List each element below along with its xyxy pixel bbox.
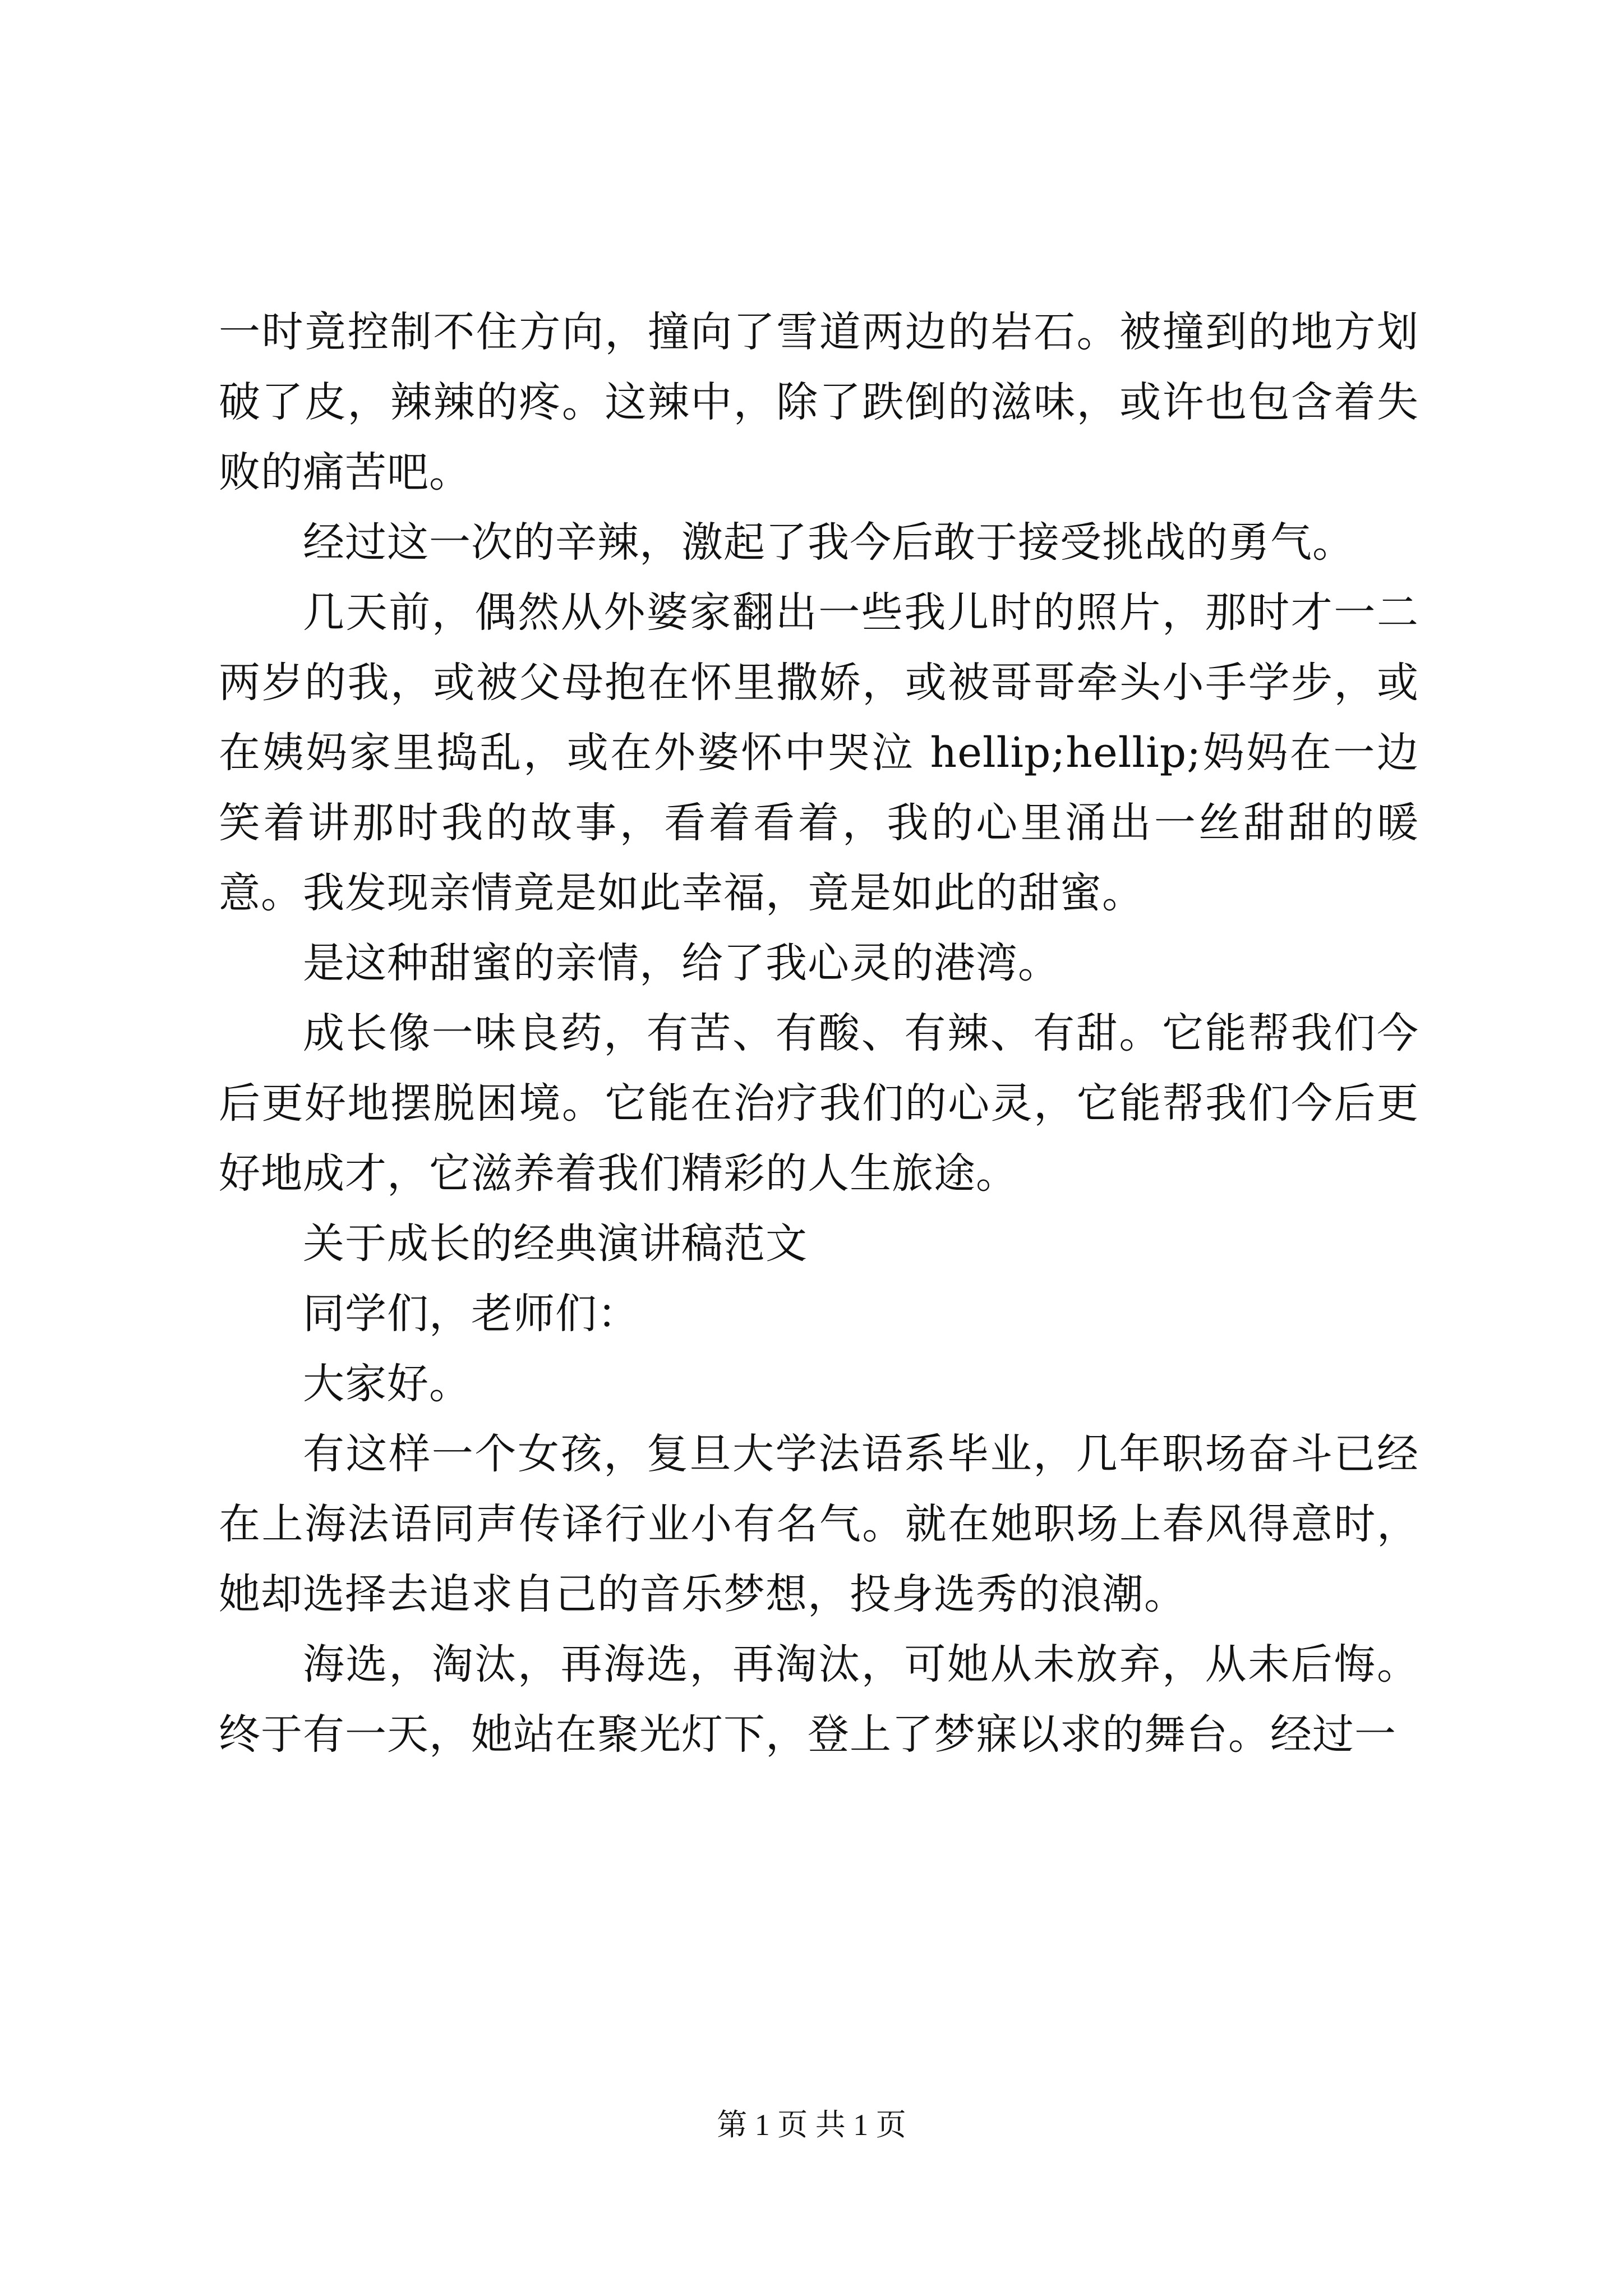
salutation: 同学们，老师们： xyxy=(303,1290,639,1338)
paragraph-3: 几天前，偶然从外婆家翻出一些我儿时的照片，那时才一二两岁的我，或被父母抱在怀里撒娇，或被哥哥牵头小手学步，或在姨妈家里捣乱，或在外婆怀中哭泣 hellip;hellip;妈妈在一边笑着讲那时我的故事，看着看着，我的心里涌出一丝甜甜的暖意。我发现亲情竟是如此幸福，竟是如此的甜蜜。 xyxy=(219,588,1419,917)
paragraph-9: 有这样一个女孩，复旦大学法语系毕业，几年职场奋斗已经在上海法语同声传译行业小有名气。就在她职场上春风得意时，她却选择去追求自己的音乐梦想，投身选秀的浪潮。 xyxy=(219,1430,1419,1618)
section-heading: 关于成长的经典演讲稿范文 xyxy=(303,1220,808,1268)
greeting: 大家好。 xyxy=(303,1360,471,1408)
paragraph-2: 经过这一次的辛辣，激起了我今后敢于接受挑战的勇气。 xyxy=(303,518,1354,567)
paragraph-4: 是这种甜蜜的亲情，给了我心灵的港湾。 xyxy=(303,939,1060,987)
paragraph-10: 海选，淘汰，再海选，再淘汰，可她从未放弃，从未后悔。终于有一天，她站在聚光灯下，登上了梦寐以求的舞台。经过一 xyxy=(219,1640,1419,1759)
paragraph-5: 成长像一味良药，有苦、有酸、有辣、有甜。它能帮我们今后更好地摆脱困境。它能在治疗我们的心灵，它能帮我们今后更好地成才，它滋养着我们精彩的人生旅途。 xyxy=(219,1009,1419,1198)
document-body xyxy=(219,297,1419,1770)
paragraph-1: 一时竟控制不住方向，撞向了雪道两边的岩石。被撞到的地方划破了皮，辣辣的疼。这辣中，除了跌倒的滋味，或许也包含着失败的痛苦吧。 xyxy=(219,308,1419,496)
page-footer: 第 1 页 共 1 页 xyxy=(717,2108,906,2142)
